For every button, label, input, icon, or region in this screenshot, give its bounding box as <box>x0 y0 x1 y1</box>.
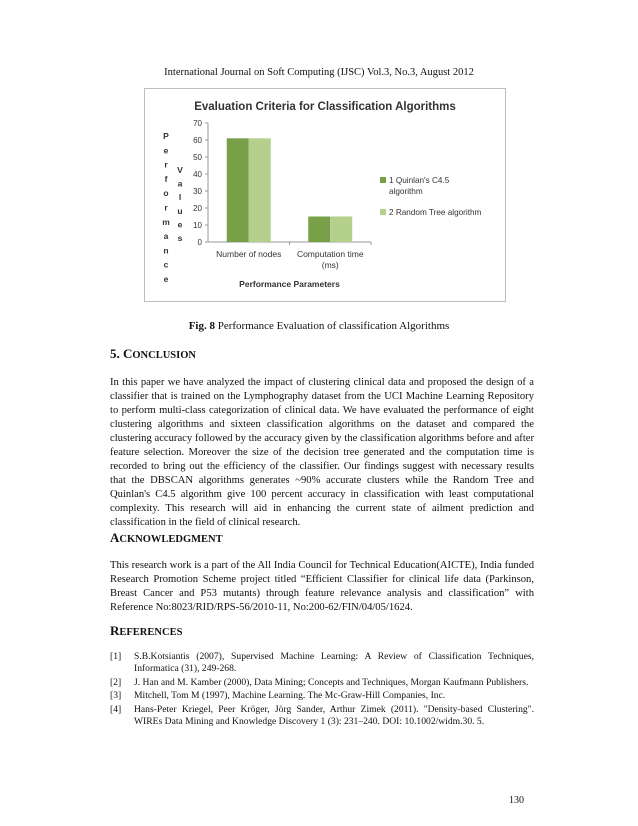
bar-series-2 <box>249 138 271 242</box>
reference-text: Hans-Peter Kriegel, Peer Kröger, Jörg Sander, Arthur Zimek (2011). "Density-based Clustering". WIREs Data Mining and Knowledge Discovery 1 (3): 231–240. DOI: 10.1002/widm.30. 5. <box>134 703 534 728</box>
figure-label: Fig. 8 <box>188 320 215 332</box>
chart-title: Evaluation Criteria for Classification Algorithms <box>194 101 456 113</box>
y-axis-sublabel-letter: s <box>177 233 183 243</box>
x-tick-label: Computation time <box>296 249 364 259</box>
y-axis-label-letter: o <box>163 188 169 199</box>
references-heading <box>110 623 182 639</box>
legend-swatch-2 <box>380 209 386 215</box>
x-tick-label: (ms) <box>321 260 339 270</box>
y-tick-label: 30 <box>193 187 202 196</box>
conclusion-heading-rest: ONCLUSION <box>132 350 196 361</box>
y-axis-label-letter: n <box>163 245 169 256</box>
references-heading-rest: EFERENCES <box>119 627 183 638</box>
reference-text: S.B.Kotsiantis (2007), Supervised Machine Learning: A Review of Classification Techniques, Informatica (31), 249-268. <box>134 651 534 675</box>
legend-label-1: algorithm <box>389 187 423 196</box>
y-axis-label-letter: r <box>164 159 168 170</box>
reference-number: [3] <box>110 690 122 702</box>
reference-number: [2] <box>110 676 122 688</box>
bar-series-1 <box>227 138 249 242</box>
bar-series-1 <box>308 217 330 243</box>
y-axis-label-letter: e <box>163 274 169 284</box>
acknowledgment-heading-rest: CKNOWLEDGMENT <box>119 534 223 545</box>
acknowledgment-heading-first: A <box>110 530 120 545</box>
legend-swatch-1 <box>380 177 386 183</box>
references-heading-first: R <box>110 623 120 638</box>
reference-item <box>110 704 534 729</box>
conclusion-paragraph: In this paper we have analyzed the impact of clustering clinical data and proposed the design of a classifier that is trained on the Lymphography dataset from the UCI Machine Learning Repository to perform multi-class categorization of clinical data. We have evaluated the performance of eight clustering algorithms and sixteen classification algorithms on the dataset and compared the clustering accuracy followed by the accuracy given by the classification algorithms before and after feature selection. Moreover the size of the decision tree generated and the computation time is recorded to bring out the efficiency of the classifier. Our findings suggest with necessary results that the DBSCAN algorithms generates ~90% accurate clusters while the Random Tree and Quinlan's C4.5 algorithm give 100 percent accuracy in classification with least computational complexity. This research will aid in enhancing the current state of ailment prediction and classification in the field of clinical research. <box>110 377 534 528</box>
conclusion-heading <box>110 346 196 362</box>
y-axis-label-letter: a <box>163 231 169 242</box>
acknowledgment-paragraph: This research work is a part of the All India Council for Technical Education(AICTE), India funded Research Promotion Scheme project titled “Efficient Classifier for clinical life data (Parkinson, Breast Cancer and P53 mutants) through feature relevance analysis and classification” with Reference No:8023/RID/RPS-56/2010-11, No:200-62/FIN/04/05/1624. <box>110 560 534 613</box>
figure-8-chart <box>144 88 506 302</box>
reference-item <box>110 677 534 689</box>
reference-item <box>110 690 534 702</box>
conclusion-heading-number: 5. C <box>110 346 133 361</box>
reference-item <box>110 651 534 676</box>
reference-number: [4] <box>110 703 122 715</box>
y-tick-label: 50 <box>193 153 202 162</box>
x-tick-label: Number of nodes <box>216 249 282 259</box>
y-tick-label: 70 <box>193 119 202 128</box>
page-number: 130 <box>509 795 524 806</box>
y-axis-label-letter: c <box>163 259 169 270</box>
y-axis-label-letter: e <box>163 145 169 156</box>
legend-label-2: 2 Random Tree algorithm <box>389 208 482 217</box>
y-axis-sublabel-letter: a <box>177 178 183 189</box>
y-axis-label-letter: P <box>163 131 169 141</box>
legend-label-1: 1 Quinlan's C4.5 <box>389 176 450 185</box>
running-header: International Journal on Soft Computing (IJSC) Vol.3, No.3, August 2012 <box>164 67 474 78</box>
y-axis-sublabel-letter: u <box>177 205 183 216</box>
y-axis-sublabel-letter: e <box>177 219 183 230</box>
y-tick-label: 10 <box>193 221 202 230</box>
reference-text: J. Han and M. Kamber (2000), Data Mining; Concepts and Techniques, Morgan Kaufmann Publishers. <box>134 676 529 688</box>
x-axis-label: Performance Parameters <box>239 279 340 289</box>
y-tick-label: 40 <box>193 170 202 179</box>
reference-list <box>110 651 534 729</box>
y-tick-label: 0 <box>197 238 202 247</box>
figure-caption-text: Performance Evaluation of classification Algorithms <box>214 320 450 332</box>
bar-chart <box>145 89 505 301</box>
y-axis-sublabel-letter: V <box>177 165 183 175</box>
y-axis-sublabel-letter: l <box>178 192 182 203</box>
figure-caption <box>0 320 638 332</box>
y-tick-label: 20 <box>193 204 202 213</box>
y-tick-label: 60 <box>193 136 202 145</box>
y-axis-label-letter: m <box>162 216 170 227</box>
bar-series-2 <box>330 217 352 243</box>
y-axis-label-letter: r <box>164 202 168 213</box>
reference-number: [1] <box>110 651 122 662</box>
acknowledgment-heading <box>110 530 223 546</box>
y-axis-label-letter: f <box>164 173 168 184</box>
reference-text: Mitchell, Tom M (1997), Machine Learning. The Mc-Graw-Hill Companies, Inc. <box>134 690 446 702</box>
